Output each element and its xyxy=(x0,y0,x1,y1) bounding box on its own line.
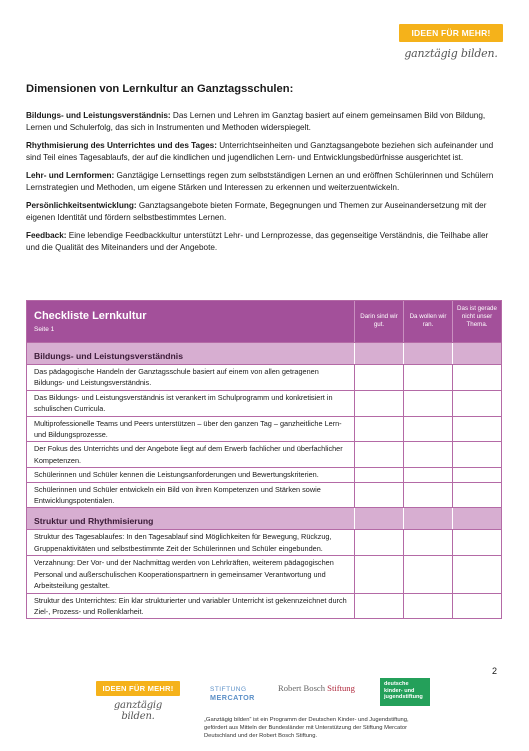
dimension-paragraph xyxy=(26,200,502,223)
check-cell-not-topic[interactable] xyxy=(452,417,501,442)
checklist-item-text: Der Fokus des Unterrichts und der Angebote liegt auf dem Erwerb fachlicher und überfachlicher Kompetenzen. xyxy=(34,444,343,465)
section-cell xyxy=(354,343,403,364)
logo-label: IDEEN FÜR MEHR! xyxy=(399,24,503,42)
check-cell-good[interactable] xyxy=(354,483,403,508)
check-cell-not-topic[interactable] xyxy=(452,594,501,619)
check-cell-not-topic[interactable] xyxy=(452,468,501,481)
robert-bosch-stiftung-logo xyxy=(278,683,355,693)
section-cell xyxy=(403,343,452,364)
dimension-paragraph xyxy=(26,170,502,193)
check-cell-good[interactable] xyxy=(354,594,403,619)
checklist-item-text: Schülerinnen und Schüler kennen die Leistungsanforderungen und Bewertungskriterien. xyxy=(34,470,319,480)
column-header-improve: Da wollen wir ran. xyxy=(403,301,452,342)
checklist-table xyxy=(26,300,502,619)
checklist-row xyxy=(27,364,501,390)
bosch-highlight: Stiftung xyxy=(327,683,355,693)
section-cell xyxy=(354,508,403,529)
checklist-row xyxy=(27,467,501,481)
footer-logo-script: ganztägig bilden. xyxy=(113,700,163,722)
check-cell-improve[interactable] xyxy=(403,483,452,508)
check-cell-improve[interactable] xyxy=(403,594,452,619)
checklist-subtitle: Seite 1 xyxy=(34,326,55,333)
check-cell-improve[interactable] xyxy=(403,417,452,442)
section-row xyxy=(27,342,501,364)
dimension-term: Lehr- und Lernformen: xyxy=(26,170,115,180)
check-cell-not-topic[interactable] xyxy=(452,483,501,508)
section-label: Bildungs- und Leistungsverständnis xyxy=(34,351,183,361)
dimension-text: Das Lernen und Lehren im Ganztag basiert auf einem gemeinsamen Bild von Bildung, Lernen und Schulerfolg, das sich in Instrumenten und Methoden widerspiegelt. xyxy=(26,111,486,132)
check-cell-good[interactable] xyxy=(354,468,403,481)
footer-note-line: gefördert aus Mitteln der Bundesländer mit Unterstützung der Stiftung Mercator xyxy=(204,725,407,732)
stiftung-line1: STIFTUNG xyxy=(210,686,247,693)
check-cell-good[interactable] xyxy=(354,556,403,592)
check-cell-improve[interactable] xyxy=(403,442,452,467)
check-cell-good[interactable] xyxy=(354,442,403,467)
column-header-not-topic: Das ist gerade nicht unser Thema. xyxy=(452,301,501,342)
bosch-prefix: Robert Bosch xyxy=(278,683,328,693)
check-cell-improve[interactable] xyxy=(403,468,452,481)
program-logo xyxy=(399,24,503,60)
checklist-row xyxy=(27,390,501,416)
checklist-row xyxy=(27,441,501,467)
dimension-term: Rhythmisierung des Unterrichtes und des Tages: xyxy=(26,140,217,150)
check-cell-good[interactable] xyxy=(354,417,403,442)
footer-program-logo xyxy=(96,681,180,722)
dimension-text: Ganztagsangebote bieten Formate, Begegnungen und Themen zur Auseinandersetzung mit der eigenen Identität und fördern selbstbestimmtes Lernen. xyxy=(26,200,487,222)
dimension-paragraph xyxy=(26,140,502,163)
checklist-item-text: Verzahnung: Der Vor- und der Nachmittag werden von Lehrkräften, weiterem pädagogischen Personal und außerschulischen Kooperationspartnern in gemeinsamer Verantwortung und Arbeitsteilung gestaltet. xyxy=(34,558,334,591)
check-cell-improve[interactable] xyxy=(403,556,452,592)
section-label: Struktur und Rhythmisierung xyxy=(34,516,154,527)
check-cell-not-topic[interactable] xyxy=(452,365,501,390)
dimension-text: Ganztägige Lernsettings regen zum selbstständigen Lernen an und eröffnen Schülerinnen und Schülern Lernstrategien und Methoden, um eigene Stärken und Interessen zu erkennen und weiterzuentwickeln. xyxy=(26,170,494,192)
check-cell-improve[interactable] xyxy=(403,391,452,416)
check-cell-not-topic[interactable] xyxy=(452,442,501,467)
checklist-row xyxy=(27,555,501,592)
section-cell xyxy=(452,343,501,364)
page-title: Dimensionen von Lernkultur an Ganztagsschulen: xyxy=(26,83,294,95)
dimensions-list xyxy=(26,110,502,260)
dimension-text: Unterrichtseinheiten und Ganztagsangebote beziehen sich aufeinander und sind Teil eines Tagesablaufs, der auf die kindlichen und jugendlichen Lern- und Entwicklungsbedürfnisse ausgerichtet ist. xyxy=(26,140,494,162)
check-cell-improve[interactable] xyxy=(403,530,452,555)
footer-note-line: Deutschland und der Robert Bosch Stiftung. xyxy=(204,733,318,740)
check-cell-not-topic[interactable] xyxy=(452,391,501,416)
section-row xyxy=(27,507,501,529)
dimension-paragraph xyxy=(26,110,502,133)
dkjs-logo: deutsche kinder- und jugendstiftung xyxy=(380,678,430,706)
checklist-item-text: Schülerinnen und Schüler entwickeln ein Bild von ihren Kompetenzen und Stärken sowie Entwicklungspotentialen. xyxy=(34,484,321,506)
checklist-item-text: Multiprofessionelle Teams und Peers unterstützen – über den ganzen Tag – ganzheitliche Lern- und Bildungsprozesse. xyxy=(34,418,342,440)
page-number: 2 xyxy=(492,666,498,676)
column-header-good: Darin sind wir gut. xyxy=(354,301,403,342)
check-cell-not-topic[interactable] xyxy=(452,530,501,555)
stiftung-mercator-logo xyxy=(210,686,255,702)
dimension-paragraph xyxy=(26,230,502,253)
checklist-row xyxy=(27,529,501,555)
check-cell-improve[interactable] xyxy=(403,365,452,390)
stiftung-line2: MERCATOR xyxy=(210,693,255,702)
checklist-item-text: Struktur des Tagesablaufes: In den Tagesablauf sind Möglichkeiten für Bewegung, Rückzug, Gruppenaktivitäten und selbstbestimmte Zeit der Schülerinnen und Schüler eingebunden. xyxy=(34,532,332,553)
logo-script: ganztägig bilden. xyxy=(404,47,498,60)
dimension-text: Eine lebendige Feedbackkultur unterstützt Lehr- und Lernprozesse, das gegenseitige Verständnis, die Teilhabe aller und die Qualität des Miteinanders und der Angebote. xyxy=(26,230,489,252)
checklist-title-block xyxy=(27,301,354,342)
checklist-row xyxy=(27,416,501,442)
footer-note-line: „Ganztägig bilden“ ist ein Programm der Deutschen Kinder- und Jugendstiftung, xyxy=(204,717,409,723)
dimension-term: Persönlichkeitsentwicklung: xyxy=(26,200,137,210)
checklist-row xyxy=(27,593,501,619)
footer-note xyxy=(204,716,409,741)
checklist-row xyxy=(27,482,501,508)
section-cell xyxy=(403,508,452,529)
checklist-item-text: Das pädagogische Handeln der Ganztagsschule basiert auf einem von allen getragenen Bildungs- und Leistungsverständnis. xyxy=(34,367,319,388)
check-cell-good[interactable] xyxy=(354,365,403,390)
check-cell-not-topic[interactable] xyxy=(452,556,501,592)
footer-logo-label: IDEEN FÜR MEHR! xyxy=(96,681,180,696)
checklist-item-text: Das Bildungs- und Leistungsverständnis ist verankert im Schulprogramm und konkretisiert in schulischen Curricula. xyxy=(34,392,333,414)
checklist-title: Checkliste Lernkultur xyxy=(34,310,147,322)
dimension-term: Bildungs- und Leistungsverständnis: xyxy=(26,111,171,120)
checklist-item-text: Struktur des Unterrichtes: Ein klar strukturierter und variabler Unterricht ist gekennzeichnet durch Ziel-, Prozess- und Rollenklarheit. xyxy=(34,595,347,616)
dimension-term: Feedback: xyxy=(26,230,67,240)
section-cell xyxy=(452,508,501,529)
checklist-header xyxy=(27,301,501,342)
check-cell-good[interactable] xyxy=(354,530,403,555)
check-cell-good[interactable] xyxy=(354,391,403,416)
